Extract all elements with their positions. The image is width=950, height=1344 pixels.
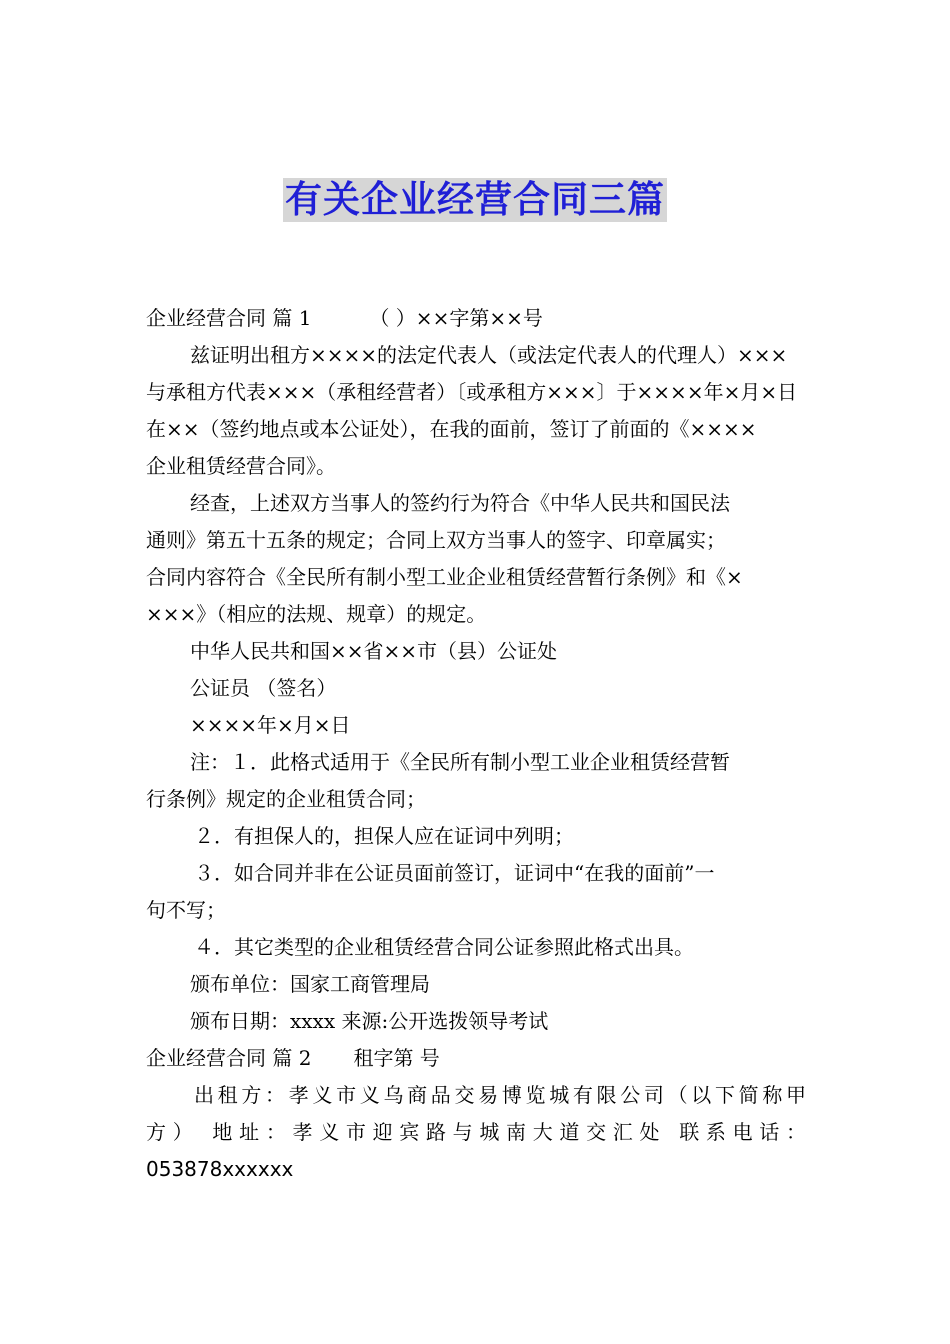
paragraph-line: 兹证明出租方××××的法定代表人（或法定代表人的代理人）×××	[190, 343, 788, 367]
paragraph-line: 企业租赁经营合同》。	[146, 454, 336, 478]
note-line: ３．如合同并非在公证员面前签订，证词中“在我的面前”一	[194, 861, 715, 885]
note-line: ４．其它类型的企业租赁经营合同公证参照此格式出具。	[194, 935, 694, 959]
section1-heading-line	[146, 300, 806, 337]
paragraph-line: 与承租方代表×××（承租经营者）〔或承租方×××〕于××××年×月×日	[146, 380, 798, 404]
notary-office-line: 中华人民共和国××省××市（县）公证处	[190, 639, 558, 663]
paragraph-line: 通则》第五十五条的规定；合同上双方当事人的签字、印章属实；	[146, 528, 726, 552]
paragraph-line: 在××（签约地点或本公证处），在我的面前，签订了前面的《××××	[146, 417, 757, 441]
paragraph-line: 经查，上述双方当事人的签约行为符合《中华人民共和国民法	[190, 491, 730, 515]
address-line: 方） 地址：孝义市迎宾路与城南大道交汇处 联系电话：	[146, 1120, 806, 1144]
issuer-line: 颁布单位：国家工商管理局	[190, 972, 430, 996]
note-line: 行条例》规定的企业租赁合同；	[146, 787, 426, 811]
note-line: 注：１．此格式适用于《全民所有制小型工业企业租赁经营暂	[190, 750, 730, 774]
note-line: ２．有担保人的，担保人应在证词中列明；	[194, 824, 574, 848]
document-title: 有关企业经营合同三篇	[285, 178, 665, 221]
section1-heading-ref: （ ）××字第××号	[369, 306, 543, 330]
notary-signature-line: 公证员 （签名）	[190, 676, 337, 700]
note-line: 句不写；	[146, 898, 226, 922]
section2-heading: 企业经营合同 篇 2	[146, 1046, 312, 1070]
section2-heading-ref: 租字第 号	[353, 1046, 440, 1070]
lessor-line: 出租方：孝义市义乌商品交易博览城有限公司（以下简称甲	[194, 1083, 806, 1107]
phone-line: 053878xxxxxx	[146, 1157, 294, 1181]
notary-date-line: ××××年×月×日	[190, 713, 351, 737]
document-title-wrapper	[0, 178, 950, 222]
section2-heading-line	[146, 1040, 806, 1077]
paragraph-line: 合同内容符合《全民所有制小型工业企业租赁经营暂行条例》和《×	[146, 565, 743, 589]
document-body	[146, 300, 806, 1188]
paragraph-line: ×××》（相应的法规、规章）的规定。	[146, 602, 487, 626]
issue-date-line: 颁布日期：xxxx 来源:公开选拨领导考试	[190, 1009, 549, 1033]
section1-heading: 企业经营合同 篇 1	[146, 306, 312, 330]
